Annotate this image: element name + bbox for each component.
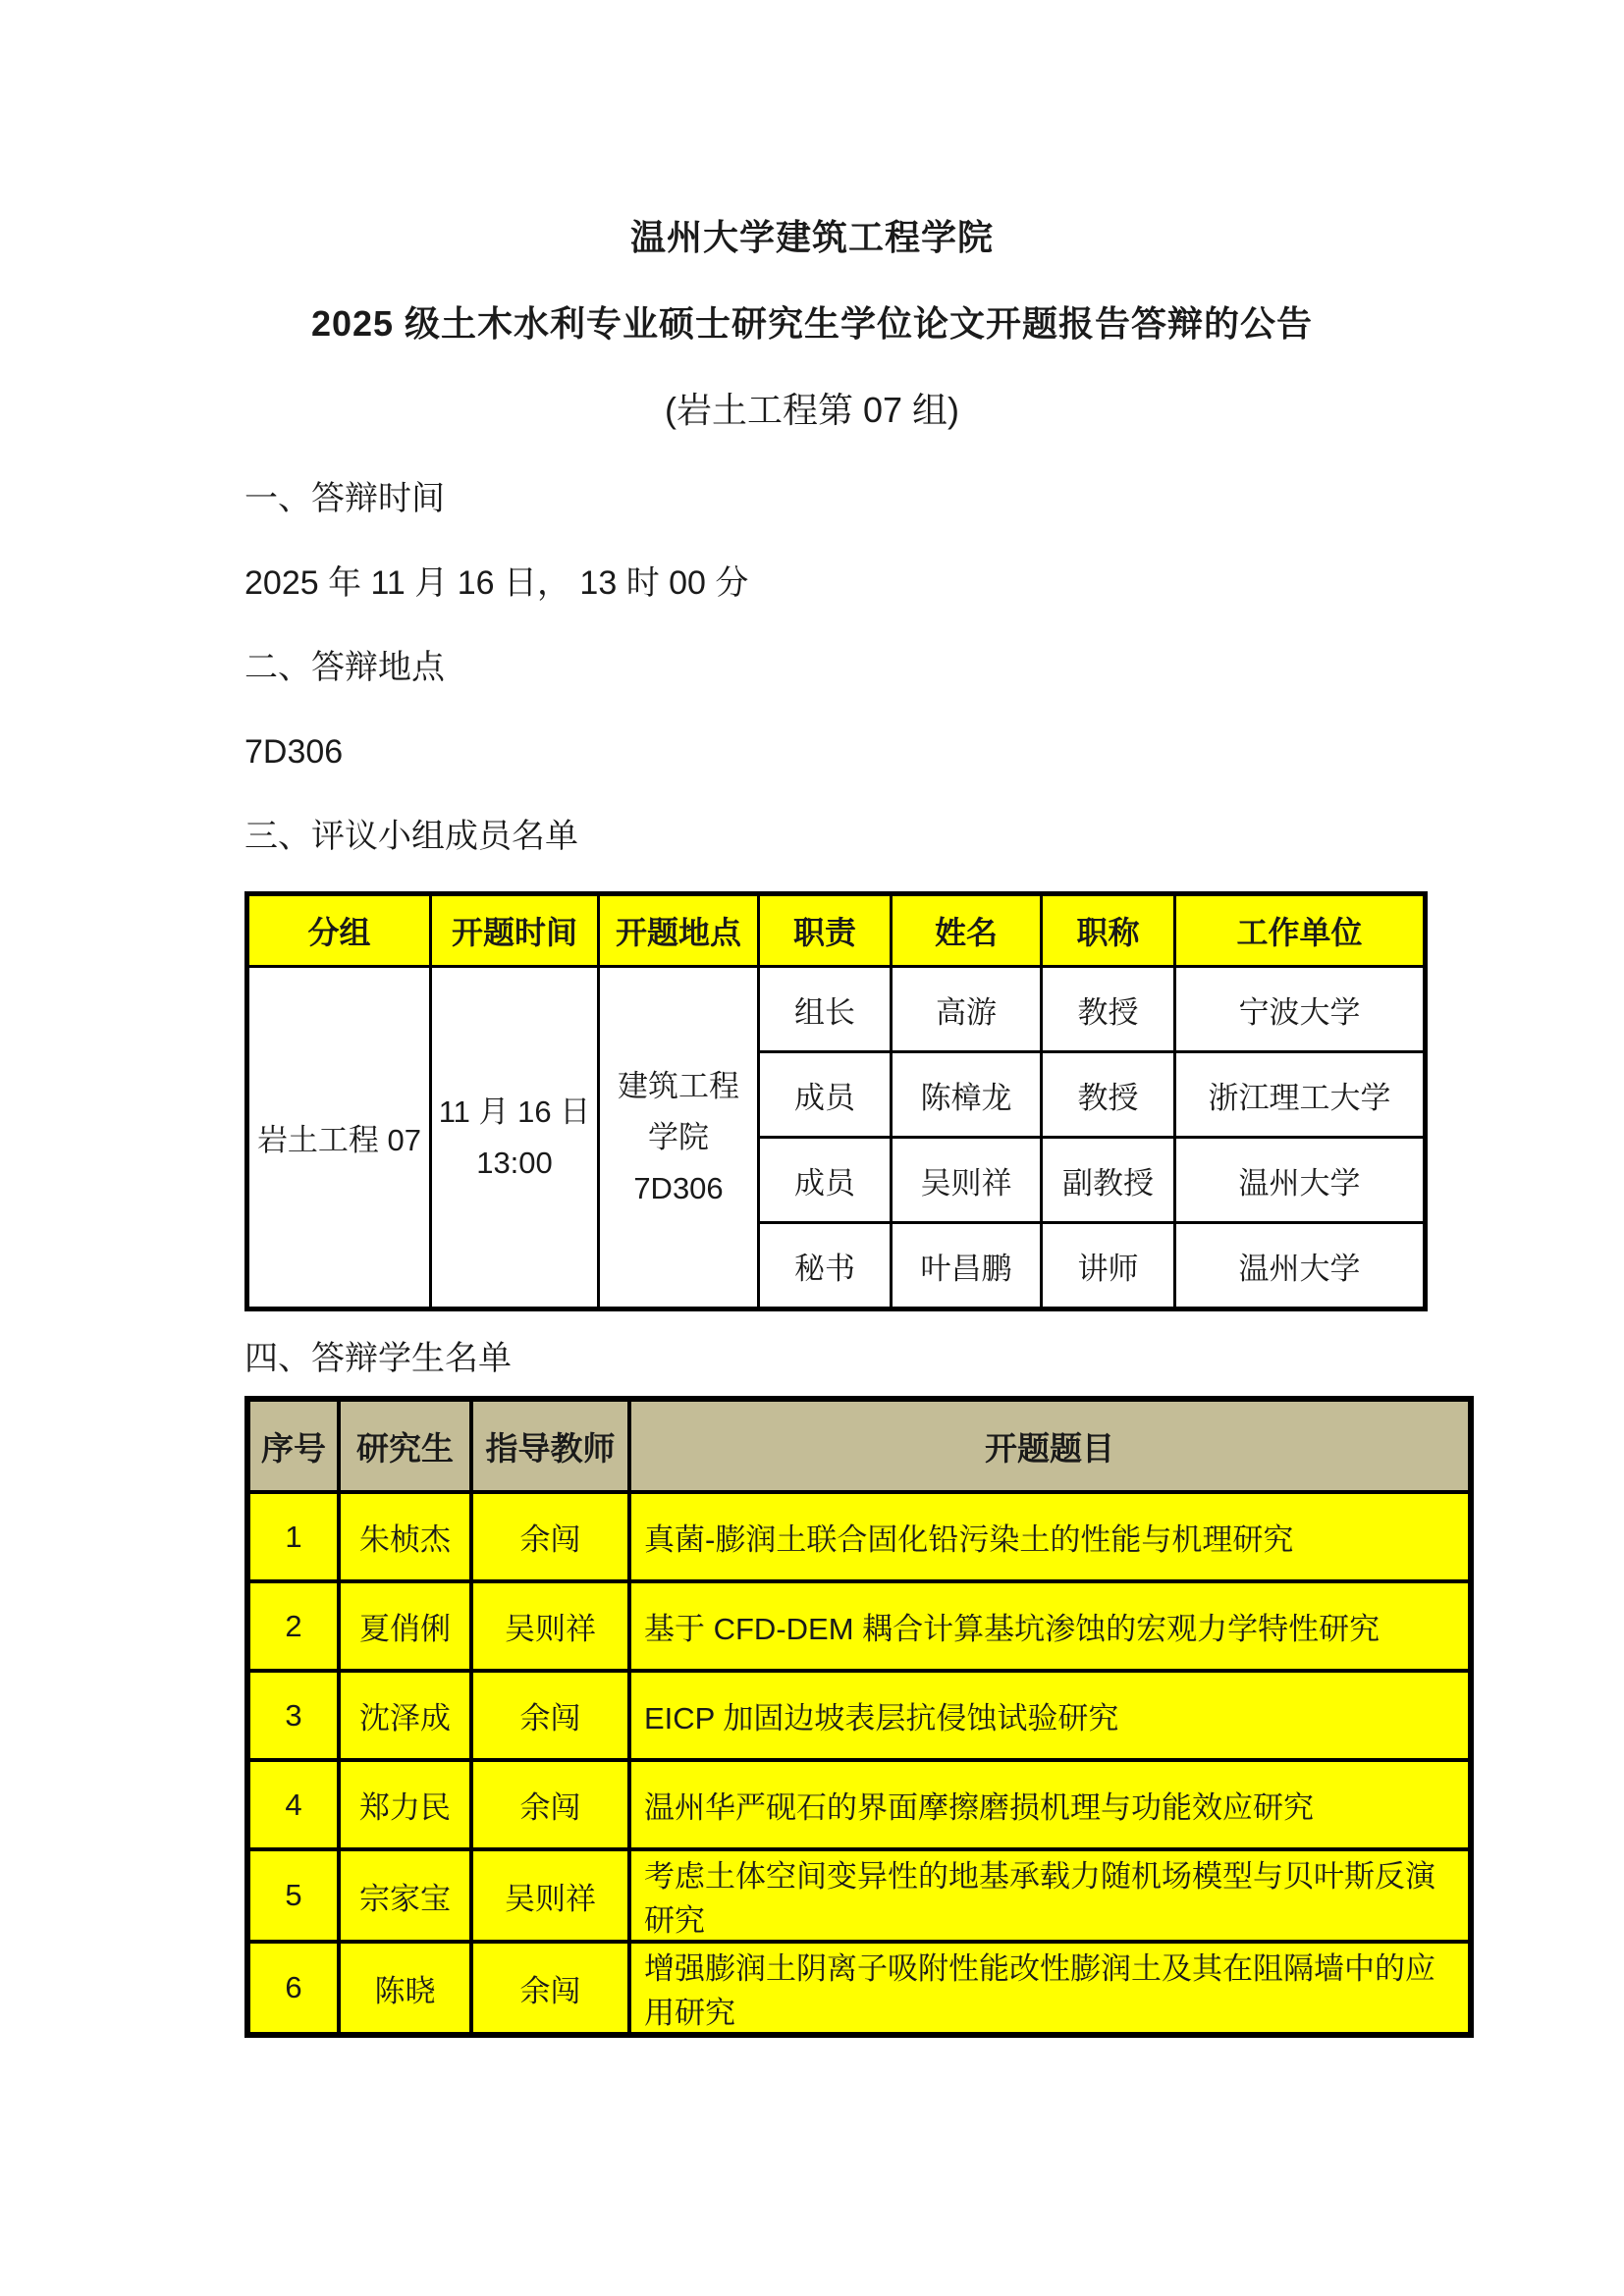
location-line-2: 学院 xyxy=(648,1119,709,1154)
defense-location-value: 7D306 xyxy=(244,733,344,771)
column-header-unit: 工作单位 xyxy=(1175,894,1426,967)
member-title: 讲师 xyxy=(1042,1223,1175,1309)
member-unit: 温州大学 xyxy=(1175,1138,1426,1223)
member-name: 吴则祥 xyxy=(892,1138,1042,1223)
column-header-role: 职责 xyxy=(759,894,892,967)
section-heading-student-list: 四、答辩学生名单 xyxy=(244,1340,512,1377)
column-header-no: 序号 xyxy=(247,1399,339,1492)
member-name: 高游 xyxy=(892,967,1042,1052)
student-no: 3 xyxy=(247,1671,339,1760)
column-header-advisor: 指导教师 xyxy=(471,1399,629,1492)
member-role: 成员 xyxy=(759,1138,892,1223)
student-name: 沈泽成 xyxy=(339,1671,471,1760)
member-title: 教授 xyxy=(1042,1052,1175,1138)
student-no: 1 xyxy=(247,1492,339,1581)
page-title: 温州大学建筑工程学院 xyxy=(629,217,994,257)
time-line-2: 13:00 xyxy=(476,1145,553,1180)
advisor-name: 吴则祥 xyxy=(471,1849,629,1942)
member-unit: 浙江理工大学 xyxy=(1175,1052,1426,1138)
member-role: 成员 xyxy=(759,1052,892,1138)
advisor-name: 余闯 xyxy=(471,1492,629,1581)
student-name: 朱桢杰 xyxy=(339,1492,471,1581)
group-line: (岩土工程第 07 组) xyxy=(664,390,960,430)
column-header-topic: 开题题目 xyxy=(629,1399,1471,1492)
topic-title: 温州华严砚石的界面摩擦磨损机理与功能效应研究 xyxy=(629,1760,1471,1849)
students-table xyxy=(244,1396,1474,2038)
member-unit: 宁波大学 xyxy=(1175,967,1426,1052)
table-row xyxy=(247,1492,1471,1581)
section-heading-defense-location: 二、答辩地点 xyxy=(244,649,445,686)
topic-title: 真菌-膨润土联合固化铅污染土的性能与机理研究 xyxy=(629,1492,1471,1581)
section-heading-defense-time: 一、答辩时间 xyxy=(244,480,445,517)
student-name: 夏俏俐 xyxy=(339,1581,471,1671)
member-title: 教授 xyxy=(1042,967,1175,1052)
table-row xyxy=(247,967,1426,1052)
table-row xyxy=(247,1671,1471,1760)
student-no: 4 xyxy=(247,1760,339,1849)
member-unit: 温州大学 xyxy=(1175,1223,1426,1309)
defense-time-value: 2025 年 11 月 16 日， 13 时 00 分 xyxy=(244,564,749,602)
member-name: 陈樟龙 xyxy=(892,1052,1042,1138)
table-row xyxy=(247,1942,1471,2035)
advisor-name: 余闯 xyxy=(471,1942,629,2035)
committee-header-row xyxy=(247,894,1426,967)
student-no: 6 xyxy=(247,1942,339,2035)
column-header-time: 开题时间 xyxy=(431,894,599,967)
member-title: 副教授 xyxy=(1042,1138,1175,1223)
column-header-group: 分组 xyxy=(247,894,431,967)
table-row xyxy=(247,1581,1471,1671)
column-header-student: 研究生 xyxy=(339,1399,471,1492)
member-role: 组长 xyxy=(759,967,892,1052)
location-line-3: 7D306 xyxy=(633,1170,724,1205)
member-name: 叶昌鹏 xyxy=(892,1223,1042,1309)
group-cell: 岩土工程 07 xyxy=(247,967,431,1309)
table-row xyxy=(247,1849,1471,1942)
member-role: 秘书 xyxy=(759,1223,892,1309)
student-name: 郑力民 xyxy=(339,1760,471,1849)
topic-title: 增强膨润土阴离子吸附性能改性膨润土及其在阻隔墙中的应用研究 xyxy=(629,1942,1471,2035)
column-header-name: 姓名 xyxy=(892,894,1042,967)
section-heading-committee-list: 三、评议小组成员名单 xyxy=(244,818,578,855)
advisor-name: 余闯 xyxy=(471,1760,629,1849)
advisor-name: 余闯 xyxy=(471,1671,629,1760)
time-line-1: 11 月 16 日 xyxy=(438,1094,591,1129)
advisor-name: 吴则祥 xyxy=(471,1581,629,1671)
student-no: 5 xyxy=(247,1849,339,1942)
topic-title: EICP 加固边坡表层抗侵蚀试验研究 xyxy=(629,1671,1471,1760)
student-no: 2 xyxy=(247,1581,339,1671)
column-header-title: 职称 xyxy=(1042,894,1175,967)
committee-table xyxy=(244,891,1428,1311)
location-cell xyxy=(599,967,759,1309)
location-line-1: 建筑工程 xyxy=(618,1068,739,1103)
column-header-location: 开题地点 xyxy=(599,894,759,967)
student-name: 陈晓 xyxy=(339,1942,471,2035)
topic-title: 考虑土体空间变异性的地基承载力随机场模型与贝叶斯反演研究 xyxy=(629,1849,1471,1942)
time-cell xyxy=(431,967,599,1309)
table-row xyxy=(247,1760,1471,1849)
students-header-row xyxy=(247,1399,1471,1492)
student-name: 宗家宝 xyxy=(339,1849,471,1942)
topic-title: 基于 CFD-DEM 耦合计算基坑渗蚀的宏观力学特性研究 xyxy=(629,1581,1471,1671)
page-subtitle: 2025 级土木水利专业硕士研究生学位论文开题报告答辩的公告 xyxy=(310,303,1314,344)
